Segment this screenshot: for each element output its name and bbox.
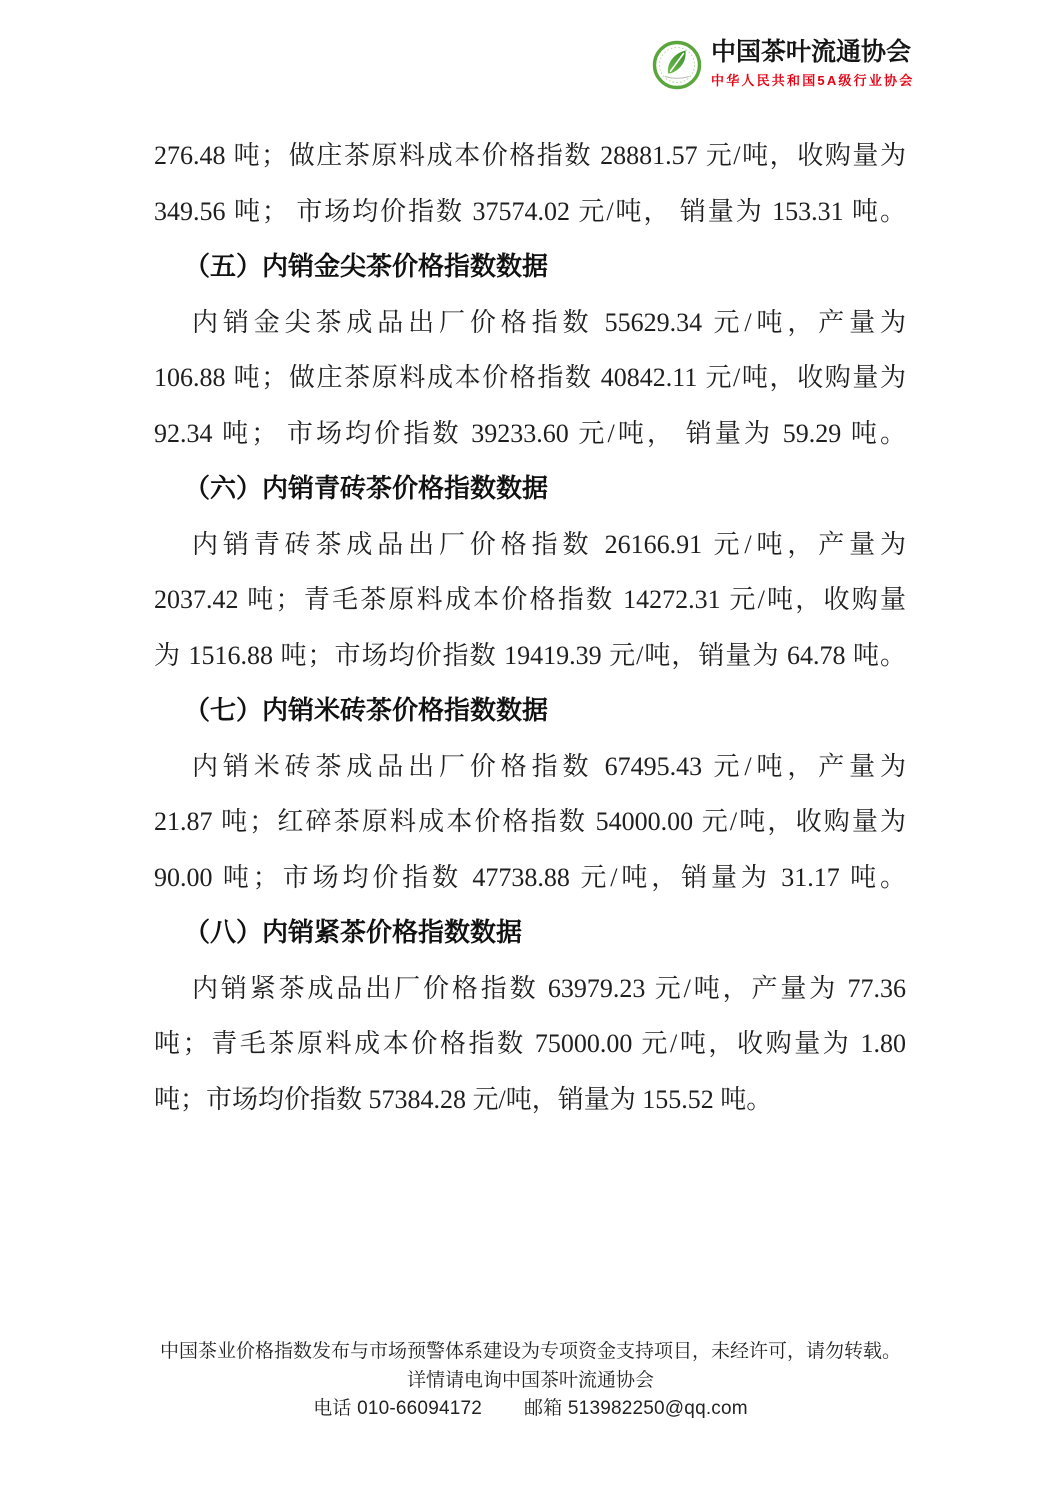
footer-contact-row	[0, 1395, 1061, 1424]
section-heading-6: （六）内销青砖茶价格指数数据	[184, 473, 549, 503]
paragraph-line: 内销紧茶成品出厂价格指数 63979.23 元/吨，产量为 77.36	[192, 973, 906, 1003]
paragraph-line: 106.88 吨；做庄茶原料成本价格指数 40842.11 元/吨，收购量为	[154, 363, 906, 392]
paragraph-line: 内销青砖茶成品出厂价格指数 26166.91 元/吨，产量为	[192, 529, 906, 559]
org-subtitle: 中华人民共和国5A级行业协会	[711, 73, 915, 88]
section-heading-5: （五）内销金尖茶价格指数数据	[184, 251, 549, 281]
footer-contact: 详情请电询中国茶叶流通协会	[406, 1369, 654, 1391]
tea-leaf-seal-icon	[652, 40, 702, 90]
page-footer	[0, 1338, 1061, 1424]
paragraph-line: 为 1516.88 吨；市场均价指数 19419.39 元/吨，销量为 64.78 吨。	[154, 640, 906, 670]
paragraph-line: 90.00 吨；市场均价指数 47738.88 元/吨，销量为 31.17 吨。	[154, 862, 906, 892]
paragraph-line: 21.87 吨；红碎茶原料成本价格指数 54000.00 元/吨，收购量为	[154, 807, 906, 836]
footer-phone: 电话 010-66094172	[313, 1398, 483, 1419]
logo-text	[711, 38, 914, 89]
paragraph-line: 吨；青毛茶原料成本价格指数 75000.00 元/吨，收购量为 1.80	[154, 1029, 906, 1058]
paragraph-line: 349.56 吨； 市场均价指数 37574.02 元/吨， 销量为 153.31 吨。	[154, 196, 906, 226]
paragraph-line: 内销金尖茶成品出厂价格指数 55629.34 元/吨，产量为	[192, 307, 906, 337]
paragraph-line: 92.34 吨； 市场均价指数 39233.60 元/吨， 销量为 59.29 吨。	[154, 418, 906, 448]
section-heading-8: （八）内销紧茶价格指数数据	[184, 917, 523, 947]
footer-notice: 中国茶业价格指数发布与市场预警体系建设为专项资金支持项目，未经许可，请勿转载。	[159, 1341, 901, 1362]
association-logo	[652, 38, 914, 90]
org-name: 中国茶叶流通协会	[711, 39, 912, 66]
document-body	[154, 128, 906, 1127]
paragraph-line: 内销米砖茶成品出厂价格指数 67495.43 元/吨，产量为	[192, 751, 906, 781]
section-heading-7: （七）内销米砖茶价格指数数据	[184, 695, 549, 725]
paragraph-line: 吨；市场均价指数 57384.28 元/吨，销量为 155.52 吨。	[154, 1084, 773, 1114]
footer-email: 邮箱 513982250@qq.com	[524, 1398, 748, 1419]
paragraph-line: 2037.42 吨；青毛茶原料成本价格指数 14272.31 元/吨，收购量	[154, 585, 906, 614]
paragraph-line: 276.48 吨；做庄茶原料成本价格指数 28881.57 元/吨，收购量为	[154, 141, 906, 170]
